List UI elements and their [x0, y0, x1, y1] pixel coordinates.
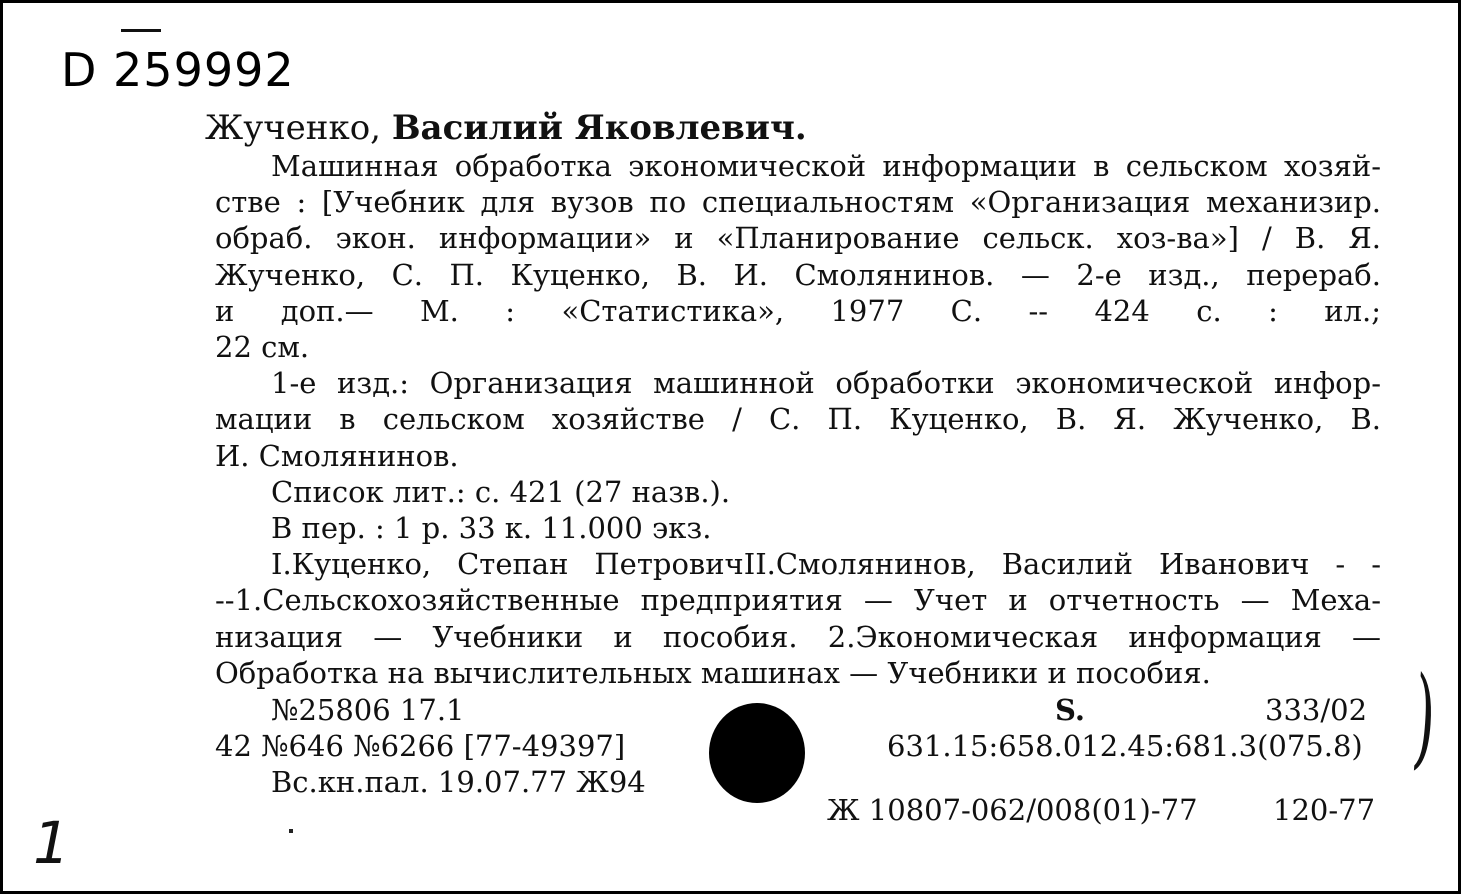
bbk-code: 333/02 — [1265, 693, 1368, 727]
description-line: I.Куценко, Степан ПетровичII.Смолянинов, Василий Иванович - - — [271, 547, 1381, 581]
author-heading — [205, 107, 807, 149]
shelf-mark-overline — [121, 29, 161, 32]
handwritten-number: 1 — [33, 809, 70, 877]
dot-mark — [289, 829, 293, 833]
description-line: мации в сельском хозяйстве / С. П. Куценко, В. Я. Жученко, В. — [215, 402, 1381, 436]
book-chamber-line: Вс.кн.пал. 19.07.77 Ж94 — [271, 765, 646, 799]
description-line: и доп.— М. : «Статистика», 1977 С. -- 424 с. : ил.; — [215, 294, 1381, 328]
punch-hole — [709, 703, 805, 803]
description-line: низация — Учебники и пособия. 2.Экономическая информация — — [215, 620, 1381, 654]
description-line: Машинная обработка экономической информации в сельском хозяй- — [271, 149, 1381, 183]
handwritten-bracket: ) — [1409, 651, 1440, 785]
description-line: Список лит.: с. 421 (27 назв.). — [271, 475, 731, 509]
description-line: И. Смолянинов. — [215, 439, 459, 473]
description-line: Жученко, С. П. Куценко, В. И. Смолянинов. — 2-е изд., перераб. — [215, 258, 1381, 292]
description-line: 1-е изд.: Организация машинной обработки экономической инфор- — [271, 366, 1381, 400]
description-line: В пер. : 1 р. 33 к. 11.000 экз. — [271, 511, 712, 545]
udc-code: 631.15:658.012.45:681.3(075.8) — [887, 729, 1363, 763]
author-given-name: Василий Яковлевич. — [391, 108, 807, 148]
registration-numbers: №25806 17.1 — [271, 693, 465, 727]
author-surname: Жученко, — [205, 108, 381, 148]
description-line: стве : [Учебник для вузов по специальностям «Организация механизир. — [215, 185, 1381, 219]
shelf-mark: D 259992 — [61, 43, 295, 97]
description-line: Обработка на вычислительных машинах — Учебники и пособия. — [215, 656, 1211, 690]
description-line: обраб. экон. информации» и «Планирование сельск. хоз-ва»] / В. Я. — [215, 221, 1381, 255]
description-line: 22 см. — [215, 330, 310, 364]
order-line: 42 №646 №6266 [77-49397] — [215, 729, 626, 763]
printing-index: Ж 10807-062/008(01)-77 — [827, 793, 1198, 827]
mark-s: S. — [1055, 693, 1086, 727]
description-line: --1.Сельскохозяйственные предприятия — Учет и отчетность — Меха- — [215, 583, 1381, 617]
card-code: 120-77 — [1273, 793, 1376, 827]
